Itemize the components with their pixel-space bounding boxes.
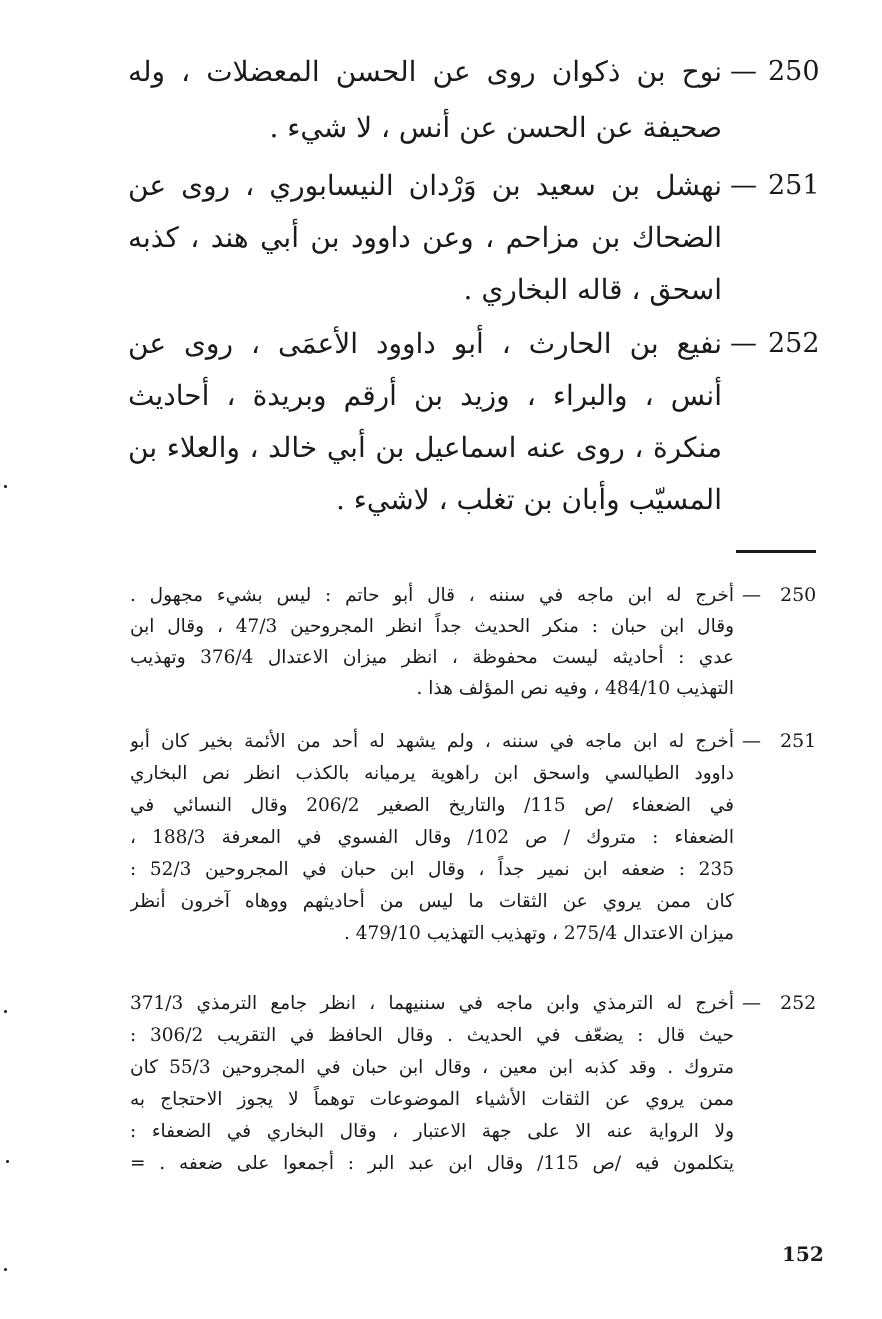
footnote-line: متروك . وقد كذبه ابن معين ، وقال ابن حبان في المجروحين 55/3 كان (130, 1057, 734, 1078)
entry-number: 250 (768, 56, 820, 87)
footnote-line: حيث قال : يضعّف في الحديث . وقال الحافظ في التقريب 306/2 : (130, 1025, 734, 1046)
entry-dash: — (730, 328, 757, 359)
entry-number: 252 (768, 328, 820, 359)
footnote-line: ممن يروي عن الثقات الأشياء الموضوعات توهماً لا يجوز الاحتجاج به (130, 1089, 734, 1110)
entry-dash: — (730, 56, 757, 87)
footnote-line: أخرج له الترمذي وابن ماجه في سننيهما ، انظر جامع الترمذي 371/3 (130, 993, 734, 1014)
entry-line: المسيّب وأبان بن تغلب ، لاشيء . (335, 483, 722, 516)
footnote-dash: — (742, 992, 761, 1014)
footnote-line: ولا الرواية عنه الا على جهة الاعتبار ، وقال البخاري في الضعفاء : (130, 1121, 734, 1142)
footnote-line: ميزان الاعتدال 275/4 ، وتهذيب التهذيب 479/10 . (343, 923, 734, 944)
footnote-dash: — (742, 730, 761, 752)
entry-line: نهشل بن سعيد بن وَرْدان النيسابوري ، روى عن (128, 169, 722, 202)
scan-speck (4, 1268, 7, 1271)
scan-speck (6, 1160, 9, 1163)
footnote-line: التهذيب 484/10 ، وفيه نص المؤلف هذا . (416, 678, 734, 699)
entry-line: صحيفة عن الحسن عن أنس ، لا شيء . (269, 111, 722, 144)
entry-line: الضحاك بن مزاحم ، وعن داوود بن أبي هند ، كذبه (128, 221, 722, 254)
entry-line: نوح بن ذكوان روى عن الحسن المعضلات ، وله (128, 55, 722, 88)
footnote-line: الضعفاء : متروك / ص 102/ وقال الفسوي في المعرفة 188/3 ، (130, 827, 734, 848)
footnote-line: أخرج له ابن ماجه في سننه ، قال أبو حاتم : ليس بشيء مجهول . (130, 585, 734, 606)
footnote-line: يتكلمون فيه /ص 115/ وقال ابن عبد البر : أجمعوا على ضعفه . = (130, 1153, 734, 1174)
footnote-divider (736, 550, 816, 553)
entry-dash: — (730, 170, 757, 201)
footnote-line: داوود الطيالسي واسحق ابن راهوية يرميانه بالكذب انظر نص البخاري (130, 763, 734, 784)
entry-number: 251 (768, 170, 820, 201)
footnote-number: 251 (780, 730, 817, 752)
entry-line: نفيع بن الحارث ، أبو داوود الأعمَى ، روى عن (128, 327, 722, 360)
entry-line: منكرة ، روى عنه اسماعيل بن أبي خالد ، والعلاء بن (128, 431, 722, 464)
page-number: 152 (782, 1242, 824, 1266)
footnote-line: أخرج له ابن ماجه في سننه ، ولم يشهد له أحد من الأئمة بخير كان أبو (130, 731, 734, 752)
scan-speck (4, 485, 7, 488)
entry-line: أنس ، والبراء ، وزيد بن أرقم وبريدة ، أحاديث (128, 379, 722, 412)
footnote-number: 250 (780, 584, 817, 606)
scan-speck (4, 1010, 7, 1013)
entry-line: اسحق ، قاله البخاري . (463, 273, 722, 306)
footnote-dash: — (742, 584, 761, 606)
footnote-line: في الضعفاء /ص 115/ والتاريخ الصغير 206/2 وقال النسائي في (130, 795, 734, 816)
footnote-line: وقال ابن حبان : منكر الحديث جداً انظر المجروحين 47/3 ، وقال ابن (130, 616, 734, 637)
footnote-line: كان ممن يروي عن الثقات ما ليس من أحاديثهم ووهاه آخرون أنظر (130, 891, 734, 912)
footnote-number: 252 (780, 992, 817, 1014)
footnote-line: عدي : أحاديثه ليست محفوظة ، انظر ميزان الاعتدال 376/4 وتهذيب (130, 647, 734, 668)
footnote-line: 235 : ضعفه ابن نمير جداً ، وقال ابن حبان في المجروحين 52/3 : (130, 859, 734, 880)
